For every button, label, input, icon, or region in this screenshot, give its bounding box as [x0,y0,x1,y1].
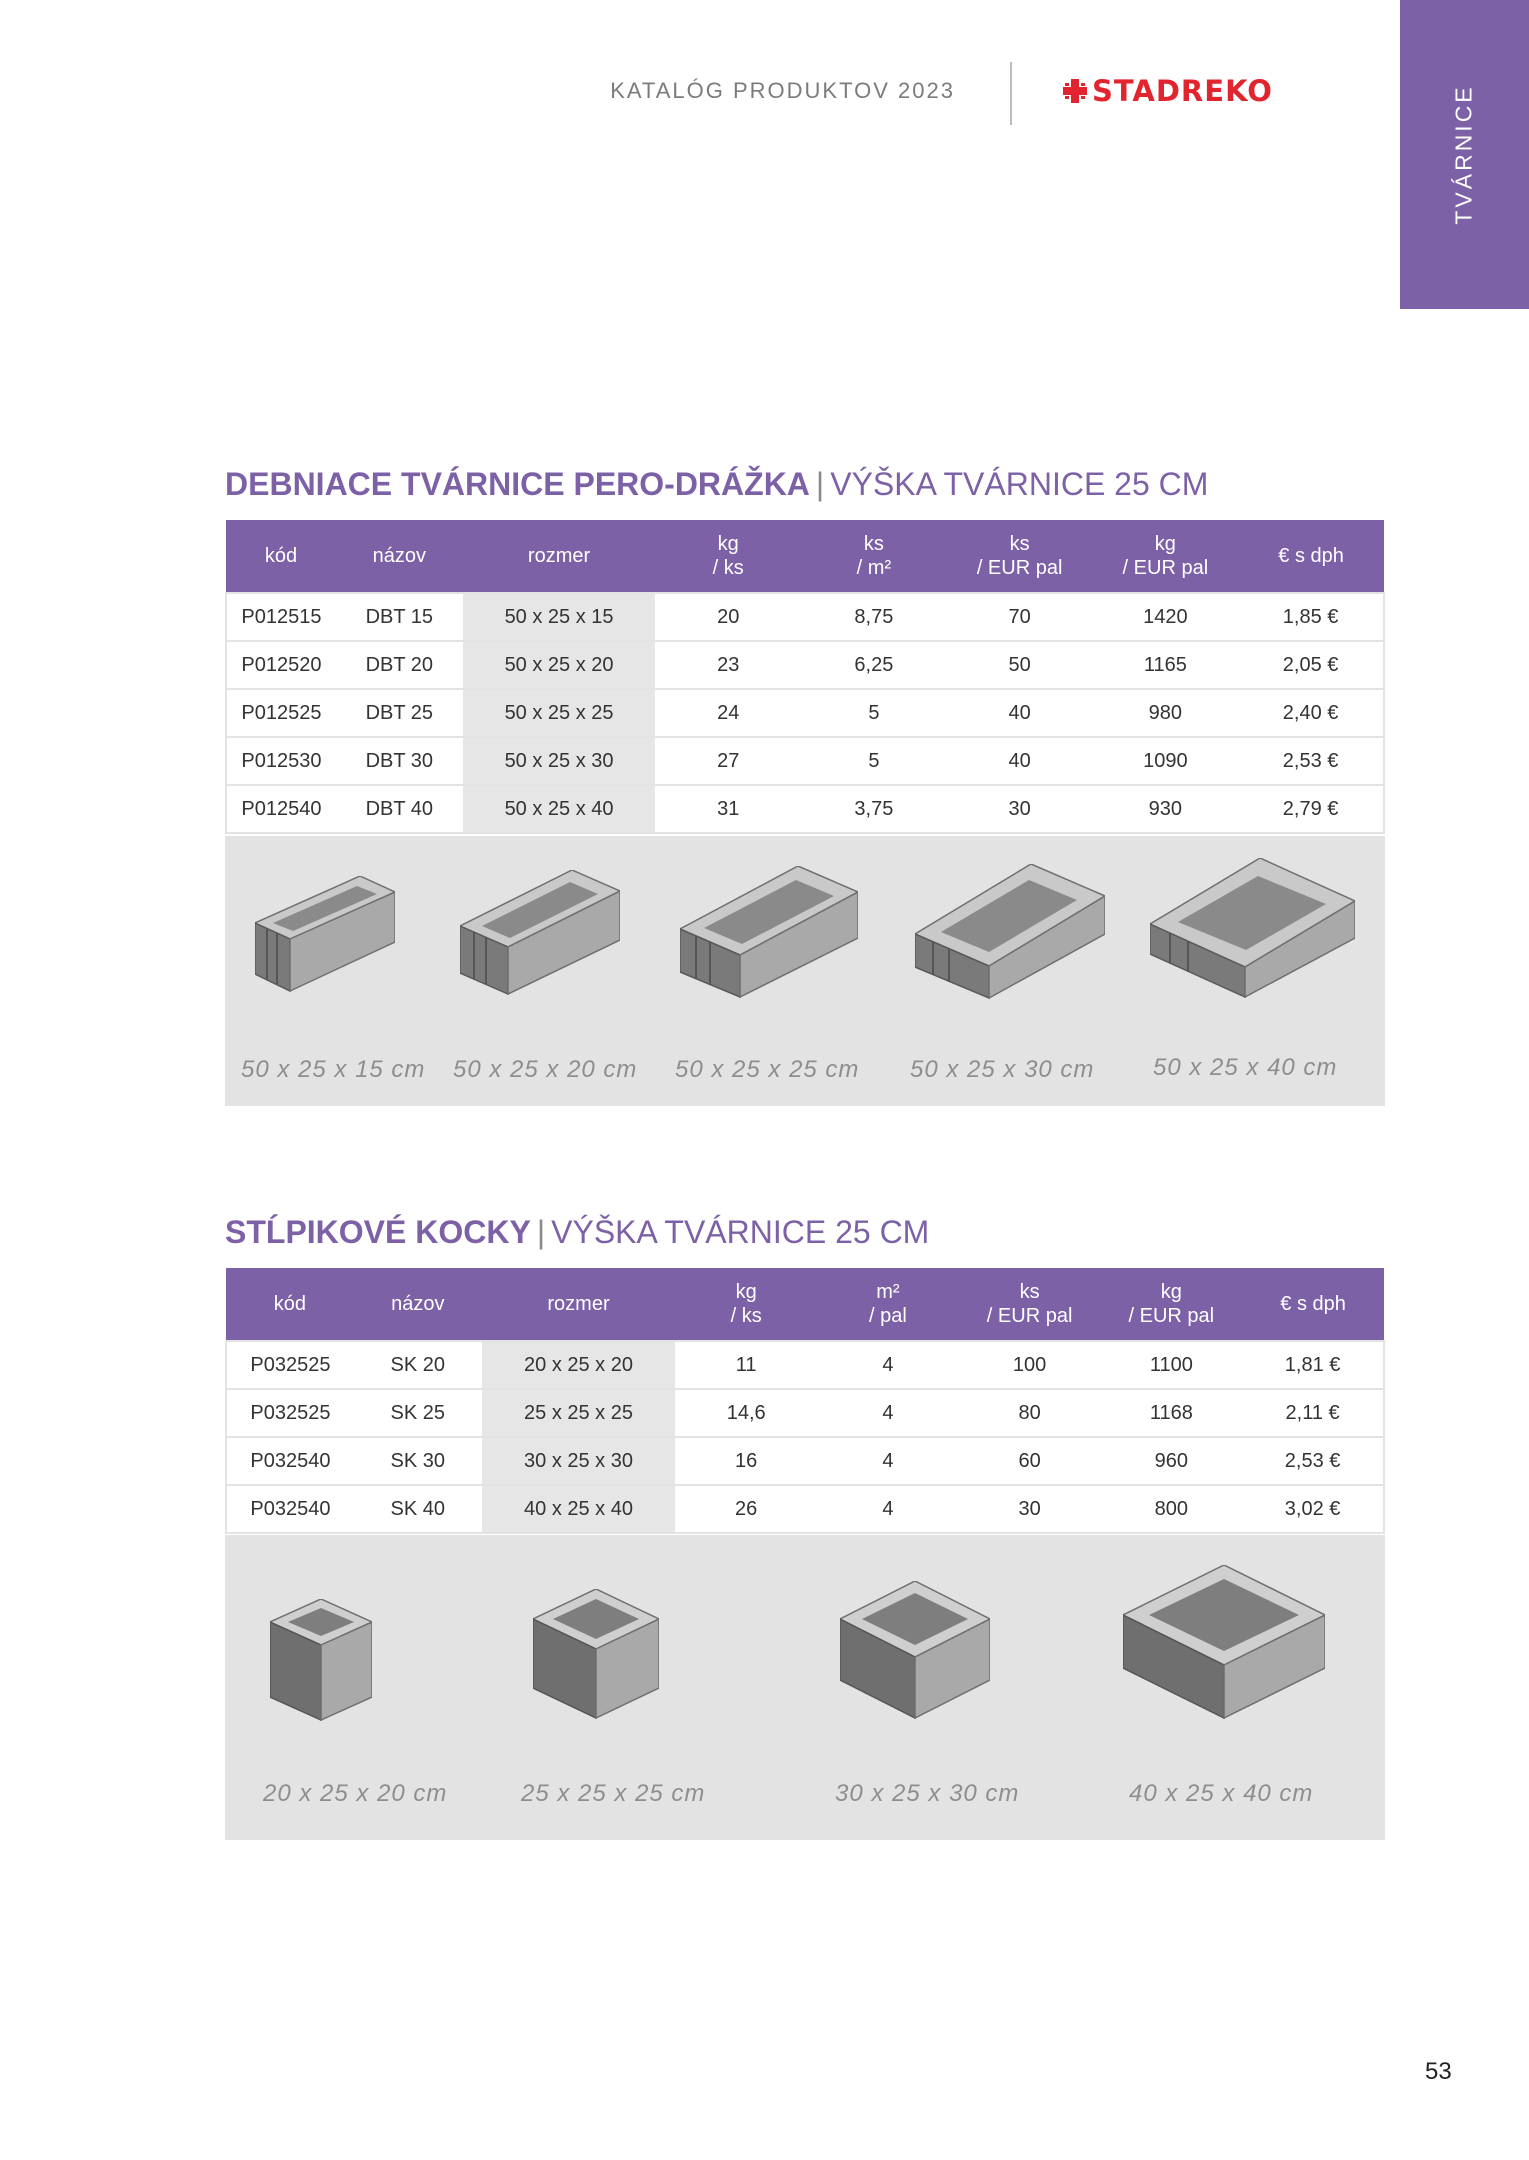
brand-logo-icon [1062,78,1088,104]
block-sk40-image [1123,1565,1325,1719]
table-cell: P012515 [226,593,336,641]
table-cell: P032525 [226,1389,354,1437]
table-cell: 1168 [1100,1389,1242,1437]
caption-sk40: 40 x 25 x 40 cm [1129,1780,1314,1807]
table-cell: 5 [801,737,947,785]
table-cell: 26 [675,1485,817,1533]
column-header-line1: ks [1009,533,1030,555]
section2-title-main: STĹPIKOVÉ KOCKY [225,1214,531,1250]
table-cell: P012520 [226,641,336,689]
table-cell: 31 [655,785,801,833]
column-header-line1: m² [876,1281,900,1303]
caption-dbt30: 50 x 25 x 30 cm [910,1056,1095,1083]
column-header-line2: / m² [856,557,892,579]
table-cell: P012540 [226,785,336,833]
table-row [226,641,1384,689]
brand-logo [1062,74,1273,108]
column-header-line1: kód [273,1293,307,1315]
caption-dbt25: 50 x 25 x 25 cm [675,1056,860,1083]
table-cell: 70 [947,593,1093,641]
table-cell: 1,81 € [1242,1341,1384,1389]
section2-title [225,1214,929,1251]
caption-sk30: 30 x 25 x 30 cm [835,1780,1020,1807]
column-header [959,1268,1101,1341]
table-cell: 30 [959,1485,1101,1533]
column-header [801,520,947,593]
block-dbt40-image [1150,858,1355,998]
side-tab-label: TVÁRNICE [1451,84,1478,225]
table-row [226,1389,1384,1437]
block-dbt30-image [915,864,1105,999]
table-cell: SK 30 [354,1437,482,1485]
table-cell: 50 x 25 x 30 [463,737,656,785]
table-cell: 960 [1100,1437,1242,1485]
table-cell: 980 [1092,689,1238,737]
column-header [1242,1268,1384,1341]
column-header [675,1268,817,1341]
header-divider [1010,62,1012,125]
table-cell: P032540 [226,1485,354,1533]
table-header-row [226,520,1384,593]
column-header-line1: názov [391,1293,445,1315]
column-header-line1: kg [1154,533,1176,555]
table-row [226,593,1384,641]
column-header-line2: / EUR pal [1128,1305,1215,1327]
column-header-line1: kg [1160,1281,1182,1303]
table-cell: 4 [817,1389,959,1437]
column-header [354,1268,482,1341]
side-category-tab [1400,0,1529,309]
table-cell: 3,75 [801,785,947,833]
table-cell: P012530 [226,737,336,785]
table-cell: 8,75 [801,593,947,641]
brand-name: STADREKO [1092,74,1273,108]
table-cell: 6,25 [801,641,947,689]
section1-title [225,466,1208,503]
column-header-line2: / EUR pal [986,1305,1073,1327]
block-sk30-image [840,1581,990,1719]
column-header [463,520,656,593]
table-cell: P012525 [226,689,336,737]
table-cell: 30 [947,785,1093,833]
table-cell: 4 [817,1437,959,1485]
column-header-line1: ks [863,533,884,555]
table-cell: 4 [817,1341,959,1389]
column-header [1092,520,1238,593]
table-cell: 50 x 25 x 40 [463,785,656,833]
table-cell: SK 25 [354,1389,482,1437]
table-cell: 1,85 € [1238,593,1384,641]
table-cell: 80 [959,1389,1101,1437]
column-header [226,1268,354,1341]
table-cell: P032540 [226,1437,354,1485]
column-header-line2: / EUR pal [1122,557,1209,579]
table-cell: 2,79 € [1238,785,1384,833]
table-row [226,737,1384,785]
table-cell: 1100 [1100,1341,1242,1389]
page-number: 53 [1425,2058,1452,2085]
section1-gallery [225,836,1385,1106]
table-cell: SK 20 [354,1341,482,1389]
table-cell: 40 [947,689,1093,737]
table-cell: 50 x 25 x 20 [463,641,656,689]
table-cell: 1165 [1092,641,1238,689]
column-header-line1: rozmer [547,1293,610,1315]
column-header [655,520,801,593]
column-header [947,520,1093,593]
table-header-row [226,1268,1384,1341]
column-header-line1: € s dph [1278,545,1344,567]
table-cell: 14,6 [675,1389,817,1437]
table-cell: 50 x 25 x 25 [463,689,656,737]
table-cell: 24 [655,689,801,737]
block-dbt20-image [460,870,620,995]
table-cell: 50 x 25 x 15 [463,593,656,641]
table-cell: DBT 30 [336,737,463,785]
caption-sk20: 20 x 25 x 20 cm [263,1780,448,1807]
table-cell: 2,53 € [1242,1437,1384,1485]
table-cell: 800 [1100,1485,1242,1533]
table-cell: SK 40 [354,1485,482,1533]
table-cell: 4 [817,1485,959,1533]
table-row [226,1437,1384,1485]
section1-title-sub: VÝŠKA TVÁRNICE 25 CM [830,466,1209,502]
table-cell: 30 x 25 x 30 [482,1437,676,1485]
table-cell: 2,40 € [1238,689,1384,737]
block-sk20-image [270,1599,372,1721]
table-cell: 2,53 € [1238,737,1384,785]
section2-title-sub: VÝŠKA TVÁRNICE 25 CM [551,1214,930,1250]
catalog-title: KATALÓG PRODUKTOV 2023 [610,78,955,103]
table-cell: 5 [801,689,947,737]
caption-dbt15: 50 x 25 x 15 cm [241,1056,426,1083]
column-header [336,520,463,593]
column-header [482,1268,676,1341]
caption-dbt20: 50 x 25 x 20 cm [453,1056,638,1083]
table-cell: 50 [947,641,1093,689]
table-cell: DBT 25 [336,689,463,737]
table-cell: 100 [959,1341,1101,1389]
table-cell: 20 x 25 x 20 [482,1341,676,1389]
table-row [226,689,1384,737]
column-header-line1: kg [735,1281,757,1303]
table-cell: DBT 40 [336,785,463,833]
column-header [226,520,336,593]
caption-dbt40: 50 x 25 x 40 cm [1153,1054,1338,1081]
table-cell: 40 [947,737,1093,785]
column-header-line2: / ks [712,557,744,579]
column-header [1100,1268,1242,1341]
table-cell: 930 [1092,785,1238,833]
table-cell: 40 x 25 x 40 [482,1485,676,1533]
column-header-line1: € s dph [1280,1293,1346,1315]
column-header [1238,520,1384,593]
table-cell: 23 [655,641,801,689]
caption-sk25: 25 x 25 x 25 cm [521,1780,706,1807]
table-cell: 3,02 € [1242,1485,1384,1533]
column-header-line1: kód [264,545,298,567]
table-cell: 20 [655,593,801,641]
table-cell: 11 [675,1341,817,1389]
table-cell: 27 [655,737,801,785]
column-header [817,1268,959,1341]
section1-table [225,520,1385,834]
column-header-line2: / ks [730,1305,762,1327]
table-cell: 1090 [1092,737,1238,785]
section1-title-main: DEBNIACE TVÁRNICE PERO-DRÁŽKA [225,466,810,502]
column-header-line2: / pal [868,1305,907,1327]
column-header-line2: / EUR pal [976,557,1063,579]
table-cell: P032525 [226,1341,354,1389]
table-cell: 2,11 € [1242,1389,1384,1437]
table-cell: DBT 15 [336,593,463,641]
section2-title-separator: | [536,1214,546,1250]
column-header-line1: kg [717,533,739,555]
table-row [226,1485,1384,1533]
block-dbt25-image [680,866,858,998]
column-header-line1: ks [1019,1281,1040,1303]
table-cell: 2,05 € [1238,641,1384,689]
column-header-line1: rozmer [527,545,591,567]
column-header-line1: názov [372,545,426,567]
table-cell: DBT 20 [336,641,463,689]
section2-gallery [225,1535,1385,1840]
table-row [226,785,1384,833]
section1-title-separator: | [815,466,825,502]
table-cell: 60 [959,1437,1101,1485]
table-cell: 1420 [1092,593,1238,641]
table-cell: 25 x 25 x 25 [482,1389,676,1437]
table-cell: 16 [675,1437,817,1485]
block-sk25-image [533,1589,659,1719]
block-dbt15-image [255,876,395,996]
section2-table [225,1268,1385,1534]
table-row [226,1341,1384,1389]
